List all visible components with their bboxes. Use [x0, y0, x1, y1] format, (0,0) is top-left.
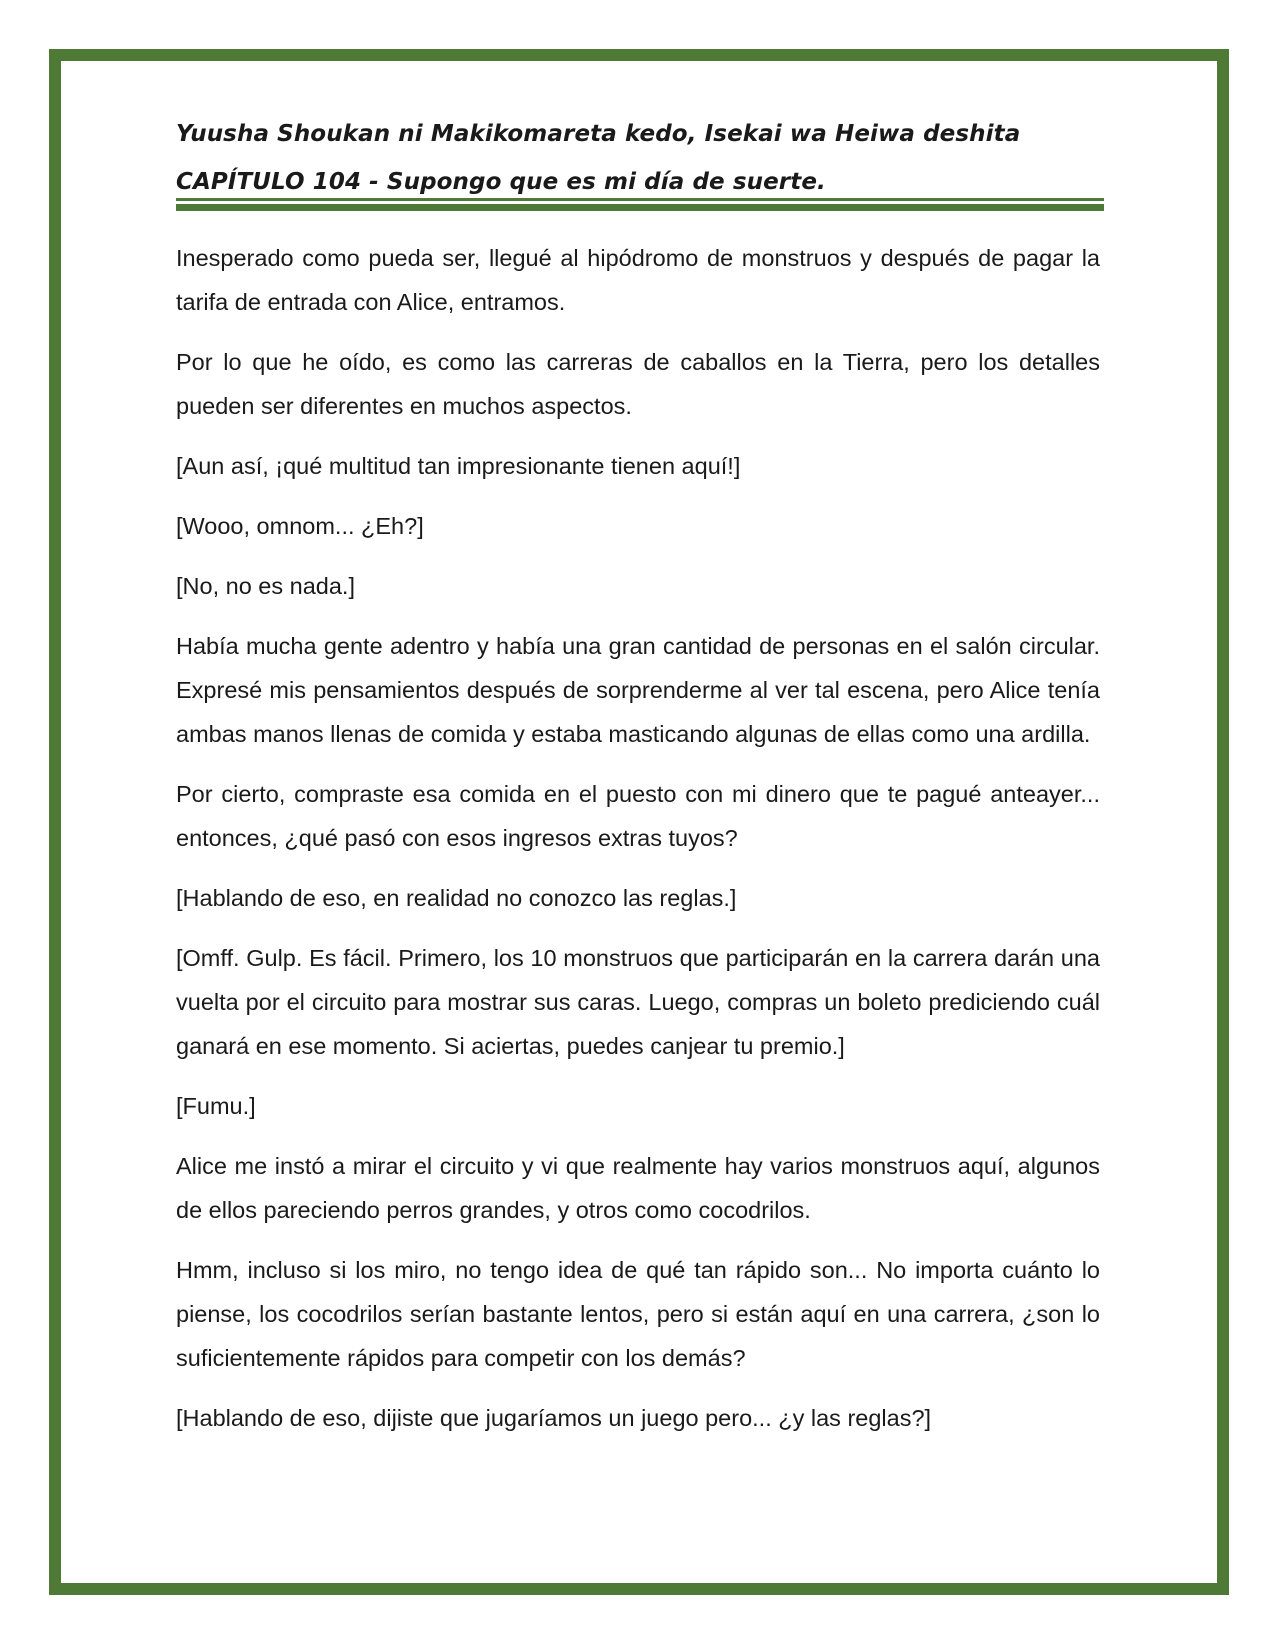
paragraph: [Hablando de eso, en realidad no conozco las reglas.]: [176, 885, 737, 911]
paragraph: Por lo que he oído, es como las carreras de caballos en la Tierra, pero los detalles pueden ser diferentes en muchos aspectos.: [176, 349, 1100, 419]
paragraph: [Aun así, ¡qué multitud tan impresionante tienen aquí!]: [176, 453, 741, 479]
paragraph: Hmm, incluso si los miro, no tengo idea de qué tan rápido son... No importa cuánto lo piense, los cocodrilos serían bastante lentos, pero si están aquí en una carrera, ¿son lo suficientemente rápidos para competir con los demás?: [176, 1257, 1100, 1371]
paragraph: [Fumu.]: [176, 1093, 256, 1119]
paragraph: [No, no es nada.]: [176, 573, 355, 599]
paragraph: [Wooo, omnom... ¿Eh?]: [176, 513, 424, 539]
paragraph: Por cierto, compraste esa comida en el puesto con mi dinero que te pagué anteayer... entonces, ¿qué pasó con esos ingresos extras tuyos?: [176, 781, 1100, 851]
paragraph: [Omff. Gulp. Es fácil. Primero, los 10 monstruos que participarán en la carrera darán una vuelta por el circuito para mostrar sus caras. Luego, compras un boleto prediciendo cuál ganará en ese momento. Si aciertas, puedes canjear tu premio.]: [176, 945, 1100, 1059]
paragraph: Había mucha gente adentro y había una gran cantidad de personas en el salón circular. Expresé mis pensamientos después de sorprenderme al ver tal escena, pero Alice tenía ambas manos llenas de comida y estaba masticando algunas de ellas como una ardilla.: [176, 633, 1100, 747]
header-divider-thin: [176, 198, 1104, 201]
paragraph: [Hablando de eso, dijiste que jugaríamos un juego pero... ¿y las reglas?]: [176, 1405, 932, 1431]
paragraph: Alice me instó a mirar el circuito y vi que realmente hay varios monstruos aquí, algunos de ellos pareciendo perros grandes, y otros como cocodrilos.: [176, 1153, 1100, 1223]
page-header: [176, 112, 1104, 204]
header-divider-thick: [176, 204, 1104, 211]
series-title: Yuusha Shoukan ni Makikomareta kedo, Isekai wa Heiwa deshita: [176, 121, 1021, 147]
paragraph: Inesperado como pueda ser, llegué al hipódromo de monstruos y después de pagar la tarifa de entrada con Alice, entramos.: [176, 245, 1100, 315]
chapter-title: CAPÍTULO 104 - Supongo que es mi día de suerte.: [176, 169, 826, 195]
chapter-body: [176, 236, 1100, 1456]
